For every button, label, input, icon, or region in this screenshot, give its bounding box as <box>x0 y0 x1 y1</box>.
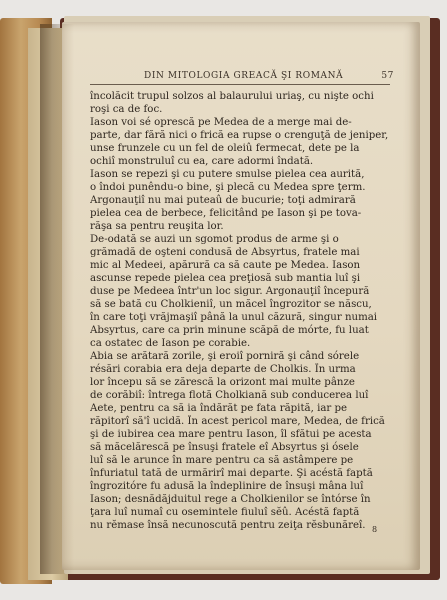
header-rule <box>90 84 390 85</box>
text-line: Argonauţiî nu mai puteaû de bucurie; toţi admirară <box>90 195 356 206</box>
text-line: înfuriatul tată de urmărirî mai departe. Şi acéstă faptă <box>90 468 373 479</box>
text-line: duse pe Medeea într'un loc sigur. Argonauţiî începură <box>90 286 370 297</box>
text-line: Aete, pentru ca să ia îndărăt pe fata răpită, iar pe <box>90 403 348 414</box>
text-line: résări corabia era deja departe de Cholkis. În urma <box>90 364 356 375</box>
text-line: răpitorî să'î ucidă. În acest pericol mare, Medea, de frică <box>90 416 385 427</box>
text-line: ochiî monstruluî cu ea, care adormi îndată. <box>90 156 314 167</box>
text-line: să măcelărescă pe însuşi fratele eî Absyrtus şi ósele <box>90 442 359 453</box>
text-line: roşi ca de foc. <box>90 104 163 115</box>
page-text <box>90 90 392 532</box>
text-line: ascunse repede pielea cea preţiosă sub mantia luî şi <box>90 273 361 284</box>
page-number: 57 <box>381 71 394 81</box>
text-line: Absyrtus, care ca prin minune scăpă de mórte, fu luat <box>90 325 369 336</box>
text-line: de corăbiî: întrega flotă Cholkiană sub conducerea luî <box>90 390 369 401</box>
text-line: încolăcit trupul solzos al balaurului uriaş, cu nişte ochi <box>90 91 374 102</box>
text-line: să se bată cu Cholkieniî, un măcel îngrozitor se născu, <box>90 299 372 310</box>
text-line: şi de iubirea cea mare pentru Iason, îl sfătui pe acesta <box>90 429 372 440</box>
text-line: ca ostatec de Iason pe corabie. <box>90 338 251 349</box>
text-line: ţara luî numaî cu osemintele fiuluî sĕû. Acéstă faptă <box>90 507 360 518</box>
text-line: luî să le arunce în mare pentru ca să astâmpere pe <box>90 455 354 466</box>
text-line: în care toţi vrăjmaşiî până la unul căzură, singur numai <box>90 312 378 323</box>
running-title: DIN MITOLOGIA GREACĂ ŞI ROMANĂ <box>144 71 344 81</box>
text-line: răşa sa pentru reuşita lor. <box>90 221 224 232</box>
text-line: De-odată se auzi un sgomot produs de arme şi o <box>90 234 339 245</box>
book-gutter-shadow <box>40 24 74 574</box>
text-line: o îndoi punêndu-o bine, şi plecă cu Medea spre ţerm. <box>90 182 366 193</box>
text-line: pielea cea de berbece, felicitând pe Iason şi pe tova- <box>90 208 362 219</box>
text-line: parte, dar fără nici o frică ea rupse o crenguţă de jeniper, <box>90 130 389 141</box>
text-line: grămadă de oşteni condusă de Absyrtus, fratele mai <box>90 247 360 258</box>
text-line: nu rĕmase însă necunoscută pentru zeiţa rĕsbunăreî. <box>90 520 366 531</box>
text-line: Iason se repezi şi cu putere smulse pielea cea aurită, <box>90 169 365 180</box>
running-header <box>90 71 394 85</box>
text-line: mic al Medeei, apărură ca să caute pe Medea. Iason <box>90 260 361 271</box>
text-line: Abia se arătară zorile, şi eroiî porniră şi când sórele <box>90 351 360 362</box>
text-line: lor începu să se zărescă la orizont mai multe pânze <box>90 377 355 388</box>
text-line: Iason voi sé oprescă pe Medea de a merge mai de- <box>90 117 352 128</box>
text-line: îngrozitóre fu adusă la îndeplinire de însuşi mâna luî <box>90 481 364 492</box>
text-line: unse frunzele cu un fel de oleiû fermecat, dete pe la <box>90 143 360 154</box>
text-line: Iason; desnădăjduitul rege a Cholkienilor se întórse în <box>90 494 371 505</box>
signature-mark: 8 <box>372 525 378 534</box>
